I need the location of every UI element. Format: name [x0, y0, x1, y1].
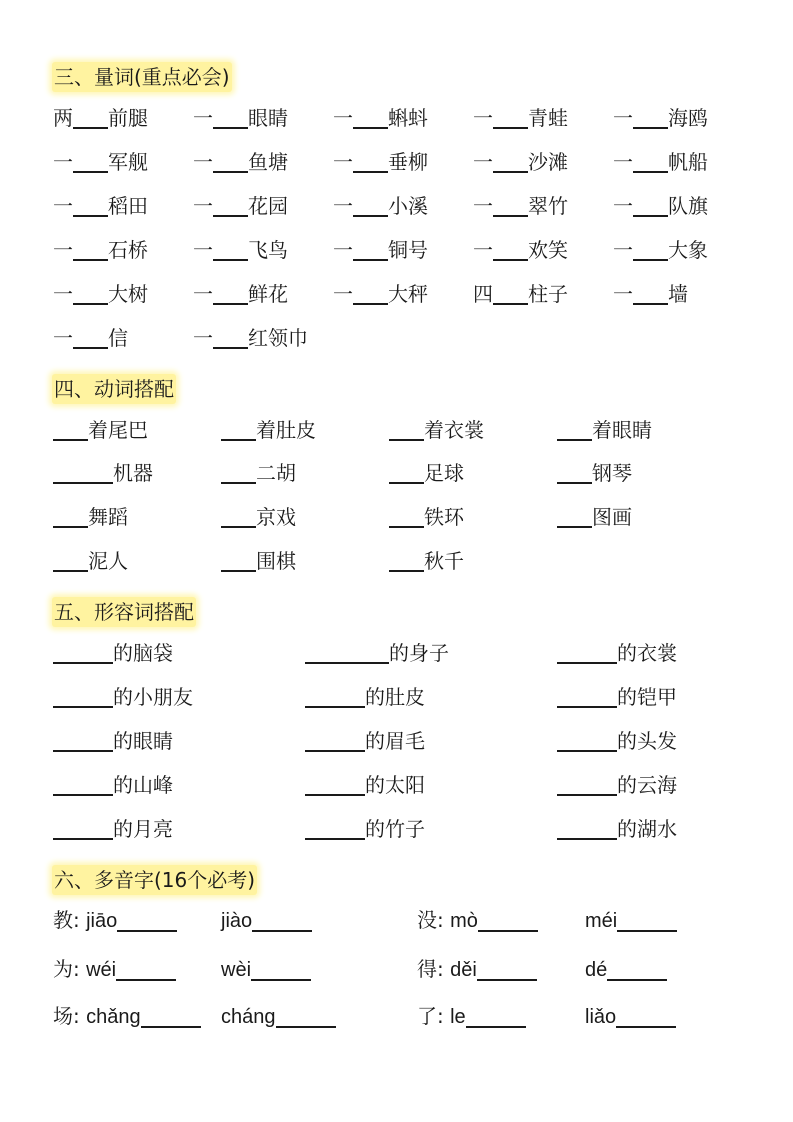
answer-blank[interactable] [557, 504, 592, 528]
polyphone-item: cháng [221, 1001, 336, 1032]
measure-item: 一 眼睛 [193, 106, 288, 130]
measure-item: 一 欢笑 [473, 238, 568, 262]
adjective-item: 的头发 [557, 726, 677, 756]
answer-blank[interactable] [557, 460, 592, 484]
measure-item: 一 小溪 [333, 194, 428, 218]
verb-item: 着眼睛 [557, 415, 652, 445]
measure-item: 一 沙滩 [473, 150, 568, 174]
adjective-item: 的竹子 [305, 814, 425, 844]
verb-item: 铁环 [389, 502, 464, 532]
answer-blank[interactable] [141, 1004, 201, 1028]
measure-item: 一 铜号 [333, 238, 428, 262]
measure-item: 一 翠竹 [473, 194, 568, 218]
answer-blank[interactable] [477, 957, 537, 981]
polyphone-item: 教: jiāo [53, 905, 177, 936]
answer-blank[interactable] [53, 684, 113, 708]
adjective-item: 的云海 [557, 770, 677, 800]
answer-blank[interactable] [73, 237, 108, 261]
answer-blank[interactable] [213, 325, 248, 349]
answer-blank[interactable] [353, 193, 388, 217]
polyphone-item: méi [585, 905, 677, 936]
answer-blank[interactable] [221, 460, 256, 484]
answer-blank[interactable] [53, 548, 88, 572]
answer-blank[interactable] [221, 548, 256, 572]
measure-item: 一 队旗 [613, 194, 708, 218]
answer-blank[interactable] [493, 149, 528, 173]
adjective-item: 的太阳 [305, 770, 425, 800]
answer-blank[interactable] [53, 460, 113, 484]
measure-item: 一 蝌蚪 [333, 106, 428, 130]
measure-item: 一 鱼塘 [193, 150, 288, 174]
polyphone-item: jiào [221, 905, 312, 936]
answer-blank[interactable] [557, 684, 617, 708]
answer-blank[interactable] [466, 1004, 526, 1028]
adjective-item: 的眼睛 [53, 726, 173, 756]
measure-item: 四 柱子 [473, 282, 568, 306]
measure-item: 一 海鸥 [613, 106, 708, 130]
measure-item: 一 鲜花 [193, 282, 288, 306]
answer-blank[interactable] [493, 281, 528, 305]
verb-item: 舞蹈 [53, 502, 128, 532]
answer-blank[interactable] [557, 640, 617, 664]
answer-blank[interactable] [73, 149, 108, 173]
answer-blank[interactable] [53, 417, 88, 441]
answer-blank[interactable] [305, 640, 389, 664]
verb-item: 着肚皮 [221, 415, 316, 445]
answer-blank[interactable] [53, 772, 113, 796]
answer-blank[interactable] [389, 504, 424, 528]
answer-blank[interactable] [73, 325, 108, 349]
answer-blank[interactable] [557, 728, 617, 752]
verb-item: 秋千 [389, 546, 464, 576]
answer-blank[interactable] [633, 193, 668, 217]
section-5-heading: 五、形容词搭配 [52, 597, 196, 627]
adjective-item: 的肚皮 [305, 682, 425, 712]
answer-blank[interactable] [557, 417, 592, 441]
measure-item: 一 大象 [613, 238, 708, 262]
answer-blank[interactable] [493, 237, 528, 261]
polyphone-item: 得: děi [417, 954, 537, 985]
polyphone-item: liǎo [585, 1001, 676, 1032]
answer-blank[interactable] [251, 957, 311, 981]
answer-blank[interactable] [305, 772, 365, 796]
answer-blank[interactable] [213, 237, 248, 261]
answer-blank[interactable] [389, 460, 424, 484]
answer-blank[interactable] [73, 193, 108, 217]
answer-blank[interactable] [53, 640, 113, 664]
polyphone-item: wèi [221, 954, 311, 985]
answer-blank[interactable] [478, 908, 538, 932]
answer-blank[interactable] [53, 728, 113, 752]
answer-blank[interactable] [617, 908, 677, 932]
section-6-heading: 六、多音字(16个必考) [52, 865, 257, 895]
verb-item: 围棋 [221, 546, 296, 576]
verb-item: 着衣裳 [389, 415, 484, 445]
answer-blank[interactable] [607, 957, 667, 981]
answer-blank[interactable] [221, 504, 256, 528]
answer-blank[interactable] [633, 281, 668, 305]
measure-item: 一 石桥 [53, 238, 148, 262]
answer-blank[interactable] [633, 105, 668, 129]
answer-blank[interactable] [389, 417, 424, 441]
answer-blank[interactable] [305, 684, 365, 708]
polyphone-item: 了: le [417, 1001, 526, 1032]
section-3-heading: 三、量词(重点必会) [52, 62, 232, 92]
polyphone-item: 没: mò [417, 905, 538, 936]
measure-item: 一 飞鸟 [193, 238, 288, 262]
answer-blank[interactable] [117, 908, 177, 932]
answer-blank[interactable] [252, 908, 312, 932]
adjective-item: 的眉毛 [305, 726, 425, 756]
answer-blank[interactable] [276, 1004, 336, 1028]
answer-blank[interactable] [116, 957, 176, 981]
answer-blank[interactable] [305, 816, 365, 840]
answer-blank[interactable] [557, 772, 617, 796]
answer-blank[interactable] [53, 816, 113, 840]
measure-item: 一 大树 [53, 282, 148, 306]
answer-blank[interactable] [213, 193, 248, 217]
polyphone-item: dé [585, 954, 667, 985]
verb-item: 图画 [557, 502, 632, 532]
answer-blank[interactable] [73, 105, 108, 129]
answer-blank[interactable] [557, 816, 617, 840]
measure-item: 一 稻田 [53, 194, 148, 218]
answer-blank[interactable] [616, 1004, 676, 1028]
measure-item: 一 帆船 [613, 150, 708, 174]
adjective-item: 的脑袋 [53, 638, 173, 668]
answer-blank[interactable] [389, 548, 424, 572]
verb-item: 泥人 [53, 546, 128, 576]
answer-blank[interactable] [73, 281, 108, 305]
answer-blank[interactable] [53, 504, 88, 528]
measure-item: 一 花园 [193, 194, 288, 218]
answer-blank[interactable] [633, 237, 668, 261]
answer-blank[interactable] [633, 149, 668, 173]
measure-item: 两 前腿 [53, 106, 148, 130]
answer-blank[interactable] [213, 149, 248, 173]
answer-blank[interactable] [353, 149, 388, 173]
adjective-item: 的铠甲 [557, 682, 677, 712]
polyphone-item: 场: chǎng [53, 1001, 201, 1032]
answer-blank[interactable] [493, 193, 528, 217]
adjective-item: 的身子 [305, 638, 449, 668]
answer-blank[interactable] [353, 237, 388, 261]
adjective-item: 的小朋友 [53, 682, 193, 712]
measure-item: 一 墙 [613, 282, 688, 306]
answer-blank[interactable] [353, 105, 388, 129]
measure-item: 一 军舰 [53, 150, 148, 174]
answer-blank[interactable] [305, 728, 365, 752]
verb-item: 着尾巴 [53, 415, 148, 445]
adjective-item: 的湖水 [557, 814, 677, 844]
verb-item: 钢琴 [557, 458, 632, 488]
measure-item: 一 垂柳 [333, 150, 428, 174]
measure-item: 一 信 [53, 326, 128, 350]
measure-item: 一 青蛙 [473, 106, 568, 130]
section-4-heading: 四、动词搭配 [52, 374, 176, 404]
polyphone-item: 为: wéi [53, 954, 176, 985]
answer-blank[interactable] [493, 105, 528, 129]
adjective-item: 的衣裳 [557, 638, 677, 668]
verb-item: 机器 [53, 458, 153, 488]
verb-item: 足球 [389, 458, 464, 488]
verb-item: 二胡 [221, 458, 296, 488]
measure-item: 一 红领巾 [193, 326, 308, 350]
measure-item: 一 大秤 [333, 282, 428, 306]
verb-item: 京戏 [221, 502, 296, 532]
answer-blank[interactable] [221, 417, 256, 441]
adjective-item: 的山峰 [53, 770, 173, 800]
answer-blank[interactable] [213, 105, 248, 129]
answer-blank[interactable] [353, 281, 388, 305]
answer-blank[interactable] [213, 281, 248, 305]
adjective-item: 的月亮 [53, 814, 173, 844]
